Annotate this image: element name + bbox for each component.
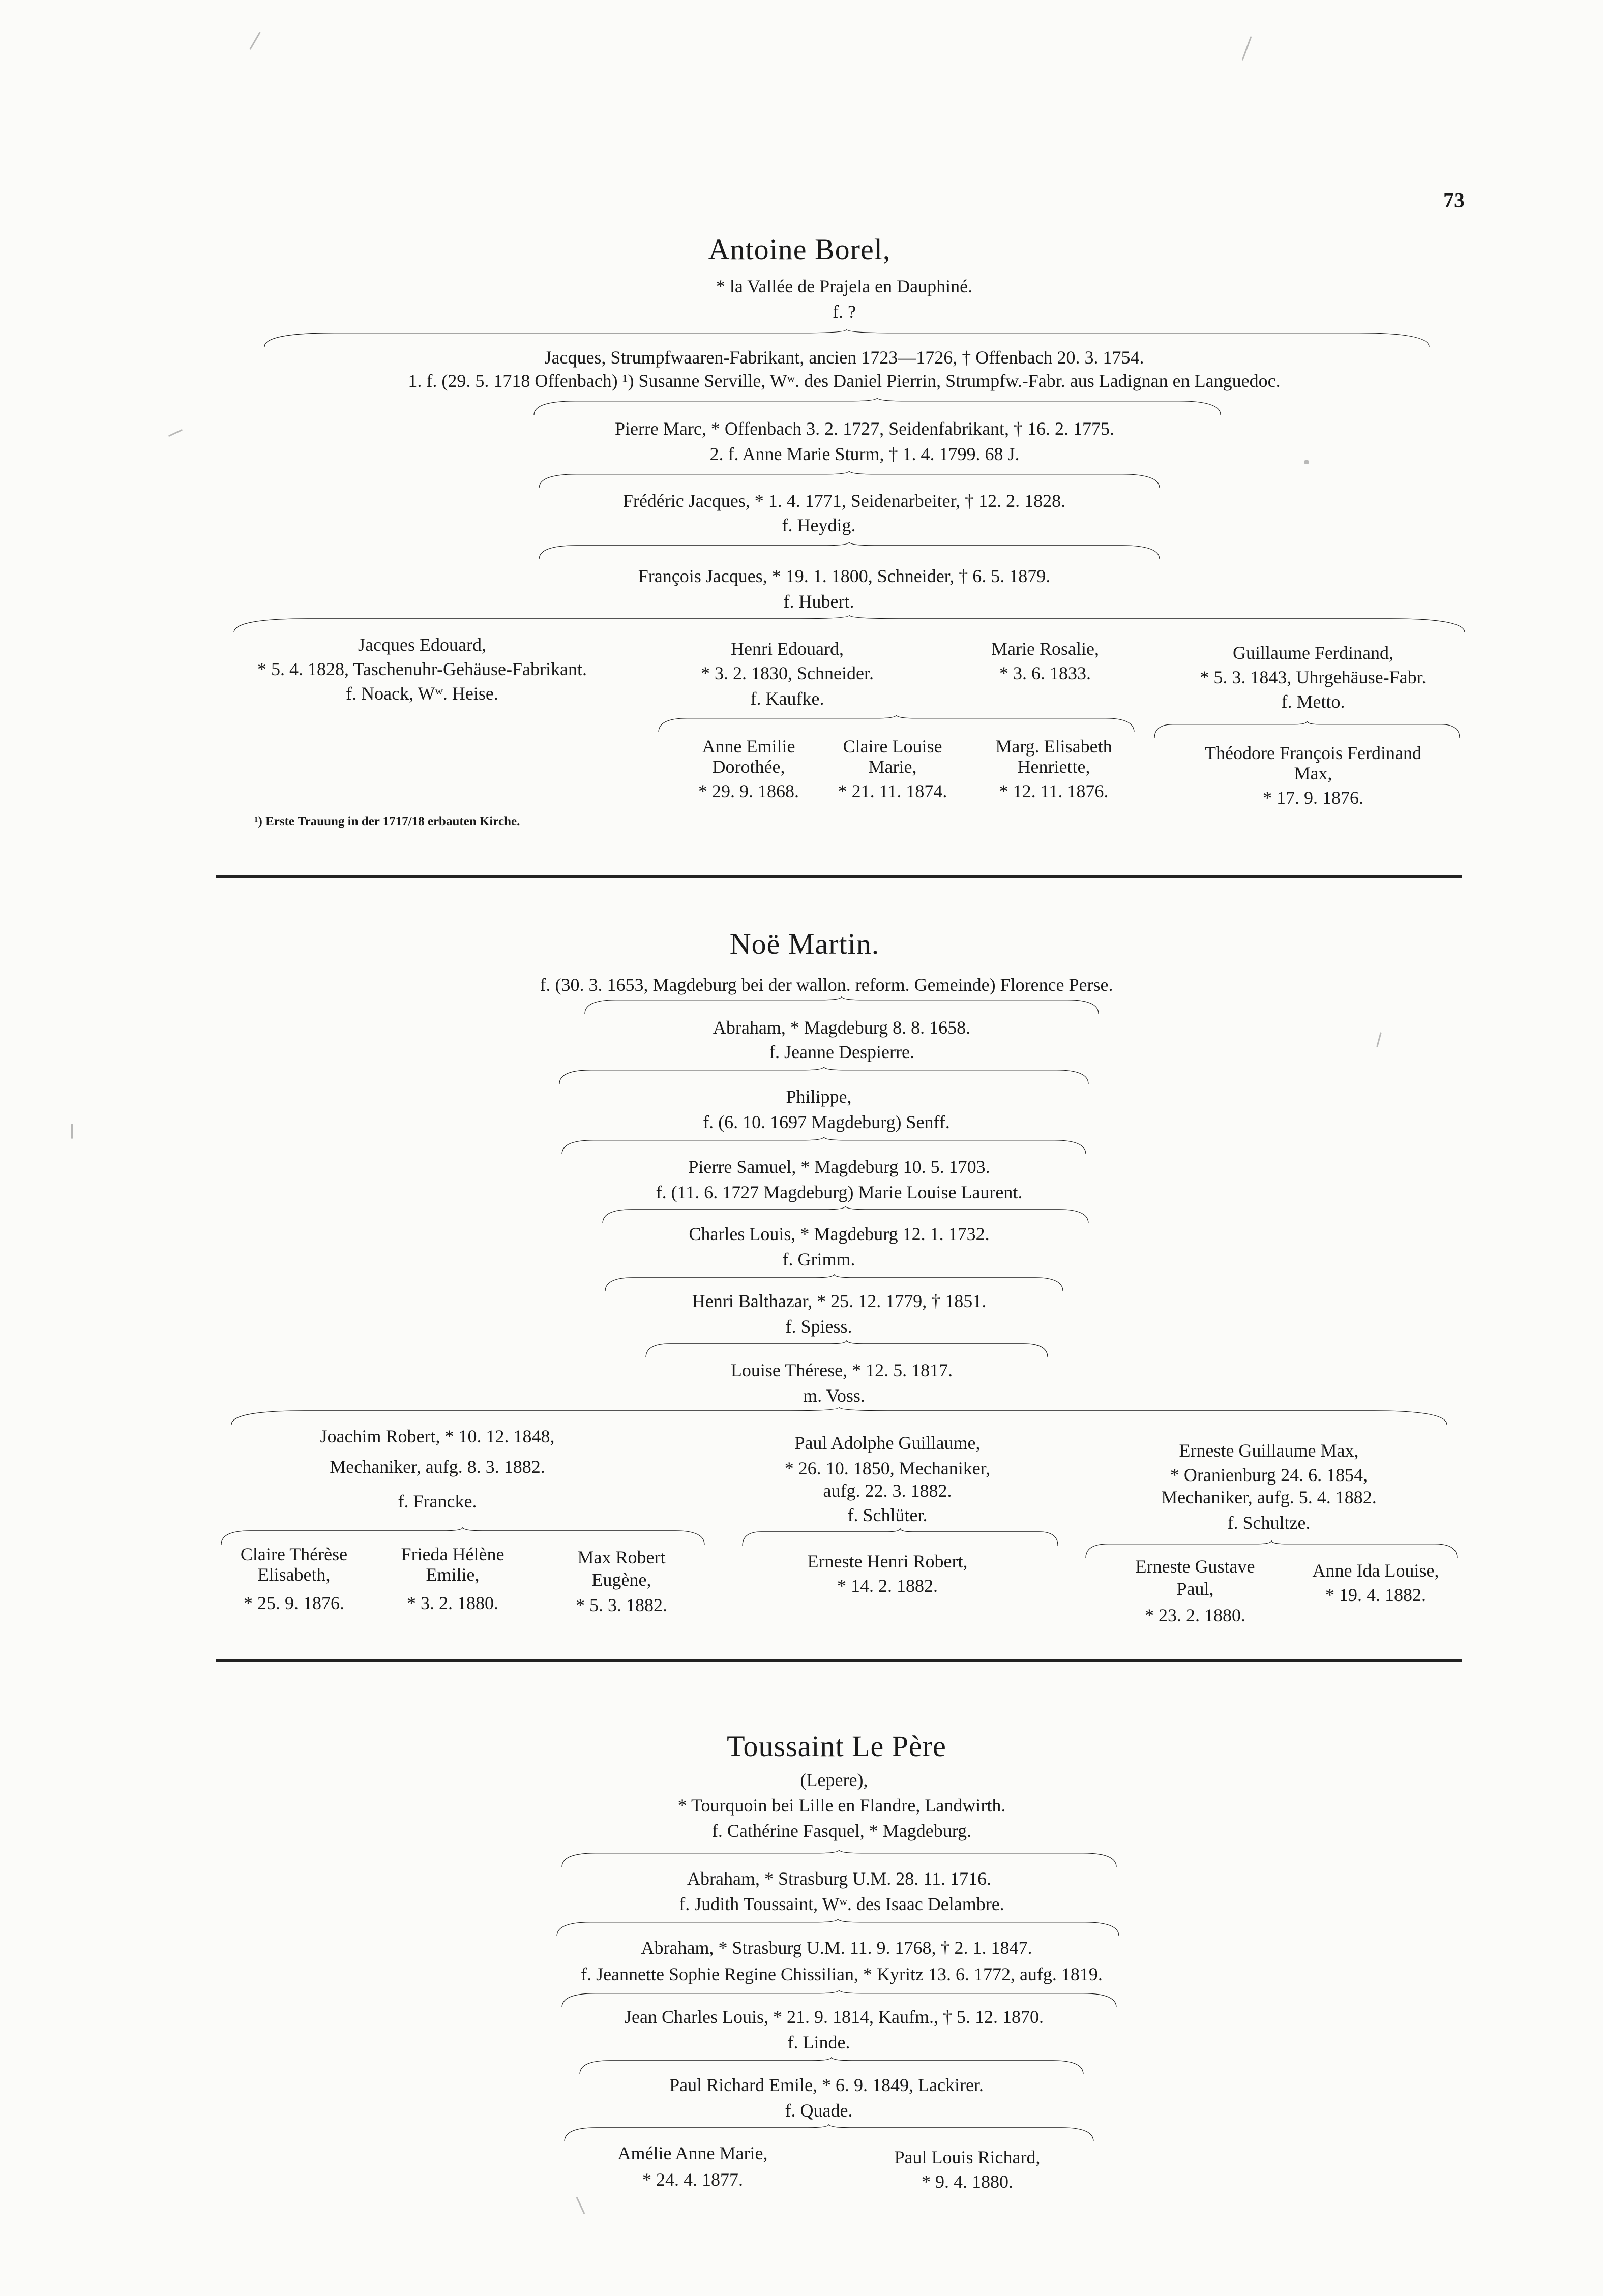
lepere-spouse: f. Cathérine Fasquel, * Magdeburg. xyxy=(711,1821,972,1841)
grandchild-name: Max Robert xyxy=(577,1547,666,1567)
martin-gen4-line2: f. Grimm. xyxy=(782,1249,855,1270)
scan-mark xyxy=(1304,460,1309,464)
scan-mark xyxy=(1242,36,1252,61)
child-birth: * 24. 4. 1877. xyxy=(642,2169,743,2190)
grandchild-name-cont: Elisabeth, xyxy=(257,1564,331,1585)
grandchild-birth: * 29. 9. 1868. xyxy=(698,781,799,801)
child-detail: Mechaniker, aufg. 5. 4. 1882. xyxy=(1161,1487,1377,1507)
brace xyxy=(562,1850,1116,1867)
borel-gen4-line1: François Jacques, * 19. 1. 1800, Schneider, † 6. 5. 1879. xyxy=(638,566,1051,586)
child-spouse: f. Noack, Wʷ. Heise. xyxy=(346,683,498,704)
martin-spouse: f. (30. 3. 1653, Magdeburg bei der wallon. reform. Gemeinde) Florence Perse. xyxy=(540,975,1113,995)
borel-gen1-line2: 1. f. (29. 5. 1718 Offenbach) ¹) Susanne Serville, Wʷ. des Daniel Pierrin, Strumpfw.-Fabr. aus Ladignan en Languedoc. xyxy=(408,371,1281,391)
page-number: 73 xyxy=(1443,189,1465,213)
lepere-alias: (Lepere), xyxy=(800,1770,868,1790)
section-divider xyxy=(216,1659,1462,1662)
child-name: Jacques Edouard, xyxy=(358,635,486,655)
child-spouse: f. Francke. xyxy=(398,1491,477,1512)
borel-origin: * la Vallée de Prajela en Dauphiné. xyxy=(716,276,973,296)
lepere-origin: * Tourquoin bei Lille en Flandre, Landwirth. xyxy=(677,1795,1006,1816)
grandchild-name: Anne Emilie xyxy=(702,736,795,757)
brace xyxy=(580,2057,1083,2074)
grandchild-name: Frieda Hélène xyxy=(401,1544,504,1564)
lepere-gen2-line2: f. Jeannette Sophie Regine Chissilian, * Kyritz 13. 6. 1772, aufg. 1819. xyxy=(581,1964,1103,1984)
martin-gen1-line2: f. Jeanne Despierre. xyxy=(769,1042,914,1062)
grandchild-birth: * 21. 11. 1874. xyxy=(838,781,947,801)
child-detail: * 3. 6. 1833. xyxy=(999,663,1091,683)
brace xyxy=(605,1274,1063,1291)
martin-gen1-line1: Abraham, * Magdeburg 8. 8. 1658. xyxy=(713,1017,971,1038)
brace xyxy=(562,1990,1116,2007)
martin-gen5-line1: Henri Balthazar, * 25. 12. 1779, † 1851. xyxy=(692,1291,987,1311)
footnote: ¹) Erste Trauung in der 1717/18 erbauten Kirche. xyxy=(254,814,520,828)
grandchild-birth: * 19. 4. 1882. xyxy=(1325,1585,1426,1605)
brace xyxy=(534,398,1221,415)
brace xyxy=(603,1206,1088,1223)
borel-gen1-line1: Jacques, Strumpfwaaren-Fabrikant, ancien 1723—1726, † Offenbach 20. 3. 1754. xyxy=(544,347,1144,368)
brace xyxy=(264,329,1429,347)
borel-gen3-line1: Frédéric Jacques, * 1. 4. 1771, Seidenarbeiter, † 12. 2. 1828. xyxy=(622,491,1066,511)
grandchild-name-cont: Paul, xyxy=(1176,1579,1214,1599)
borel-gen2-line1: Pierre Marc, * Offenbach 3. 2. 1727, Seidenfabrikant, † 16. 2. 1775. xyxy=(614,418,1115,439)
lepere-title: Toussaint Le Père xyxy=(727,1730,946,1763)
borel-gen3-line2: f. Heydig. xyxy=(782,515,856,535)
brace xyxy=(1154,721,1460,738)
grandchild-birth: * 25. 9. 1876. xyxy=(244,1593,344,1613)
lepere-gen1-line1: Abraham, * Strasburg U.M. 28. 11. 1716. xyxy=(687,1868,991,1889)
child-name: Guillaume Ferdinand, xyxy=(1233,643,1393,663)
brace xyxy=(646,1340,1048,1357)
child-detail: * 5. 3. 1843, Uhrgehäuse-Fabr. xyxy=(1200,667,1427,687)
child-name: Paul Adolphe Guillaume, xyxy=(794,1433,981,1453)
brace xyxy=(539,542,1160,559)
grandchild-name-cont: Dorothée, xyxy=(712,757,785,777)
lepere-gen1-line2: f. Judith Toussaint, Wʷ. des Isaac Delambre. xyxy=(679,1894,1004,1914)
brace xyxy=(539,471,1160,488)
child-detail: * 3. 2. 1830, Schneider. xyxy=(701,663,874,683)
grandchild-name-cont: Henriette, xyxy=(1017,757,1090,777)
brace xyxy=(565,2124,1093,2141)
child-spouse: f. Metto. xyxy=(1281,691,1345,712)
lepere-gen2-line1: Abraham, * Strasburg U.M. 11. 9. 1768, † 2. 1. 1847. xyxy=(641,1938,1032,1958)
lepere-gen3-line2: f. Linde. xyxy=(787,2032,850,2052)
grandchild-birth: * 12. 11. 1876. xyxy=(999,781,1109,801)
brace xyxy=(231,1407,1447,1425)
brace xyxy=(659,715,1134,732)
child-detail: * 5. 4. 1828, Taschenuhr-Gehäuse-Fabrikant. xyxy=(257,659,587,679)
child-detail: Mechaniker, aufg. 8. 3. 1882. xyxy=(330,1457,545,1477)
grandchild-name: Théodore François Ferdinand xyxy=(1205,743,1421,763)
brace xyxy=(221,1527,704,1545)
scan-mark xyxy=(168,429,183,437)
child-name: Paul Louis Richard, xyxy=(894,2147,1041,2167)
grandchild-name: Claire Louise xyxy=(843,736,942,757)
martin-gen4-line1: Charles Louis, * Magdeburg 12. 1. 1732. xyxy=(689,1224,990,1244)
child-name: Amélie Anne Marie, xyxy=(617,2143,768,2163)
brace xyxy=(585,996,1099,1014)
grandchild-name: Anne Ida Louise, xyxy=(1312,1560,1439,1581)
martin-gen6-line1: Louise Thérese, * 12. 5. 1817. xyxy=(730,1360,953,1380)
brace xyxy=(743,1528,1058,1546)
borel-title: Antoine Borel, xyxy=(708,233,891,266)
grandchild-name: Marg. Elisabeth xyxy=(995,736,1112,757)
child-spouse: f. Schultze. xyxy=(1227,1513,1311,1533)
grandchild-name: Erneste Henri Robert, xyxy=(807,1551,968,1572)
lepere-gen3-line1: Jean Charles Louis, * 21. 9. 1814, Kaufm., † 5. 12. 1870. xyxy=(625,2007,1044,2027)
grandchild-birth: * 3. 2. 1880. xyxy=(407,1593,498,1613)
borel-gen2-line2: 2. f. Anne Marie Sturm, † 1. 4. 1799. 68 J. xyxy=(709,444,1020,464)
martin-gen5-line2: f. Spiess. xyxy=(785,1316,852,1337)
child-name: Henri Edouard, xyxy=(731,639,844,659)
grandchild-name: Claire Thérèse xyxy=(240,1544,348,1564)
child-spouse: f. Kaufke. xyxy=(750,688,824,709)
brace xyxy=(234,615,1465,632)
martin-gen2-line2: f. (6. 10. 1697 Magdeburg) Senff. xyxy=(703,1112,950,1132)
scan-mark xyxy=(576,2197,585,2214)
grandchild-name-cont: Emilie, xyxy=(426,1564,480,1585)
lepere-gen4-line2: f. Quade. xyxy=(785,2100,853,2121)
martin-gen2-line1: Philippe, xyxy=(786,1086,852,1107)
scan-mark xyxy=(249,32,261,50)
martin-gen6-line2: m. Voss. xyxy=(803,1385,865,1406)
child-name: Erneste Guillaume Max, xyxy=(1179,1440,1359,1461)
grandchild-name-cont: Marie, xyxy=(868,757,917,777)
child-detail: * Oranienburg 24. 6. 1854, xyxy=(1170,1465,1368,1485)
grandchild-name-cont: Max, xyxy=(1294,763,1332,783)
martin-gen3-line1: Pierre Samuel, * Magdeburg 10. 5. 1703. xyxy=(688,1157,990,1177)
child-name: Joachim Robert, * 10. 12. 1848, xyxy=(320,1426,555,1446)
martin-title: Noë Martin. xyxy=(729,927,880,960)
grandchild-name: Erneste Gustave xyxy=(1135,1556,1255,1577)
grandchild-birth: * 17. 9. 1876. xyxy=(1263,788,1363,808)
scan-mark xyxy=(1376,1032,1382,1047)
brace xyxy=(559,1067,1088,1084)
child-birth: * 9. 4. 1880. xyxy=(922,2171,1013,2192)
child-name: Marie Rosalie, xyxy=(991,639,1099,659)
brace xyxy=(562,1137,1086,1154)
child-spouse: f. Schlüter. xyxy=(847,1505,928,1525)
section-divider xyxy=(216,875,1462,878)
grandchild-birth: * 23. 2. 1880. xyxy=(1145,1605,1245,1625)
child-detail: * 26. 10. 1850, Mechaniker, xyxy=(784,1458,991,1478)
grandchild-birth: * 5. 3. 1882. xyxy=(576,1595,667,1615)
martin-gen3-line2: f. (11. 6. 1727 Magdeburg) Marie Louise Laurent. xyxy=(656,1182,1023,1202)
grandchild-name-cont: Eugène, xyxy=(591,1569,651,1590)
borel-spouse: f. ? xyxy=(833,301,856,322)
child-detail: aufg. 22. 3. 1882. xyxy=(823,1481,952,1501)
scan-mark xyxy=(71,1124,73,1139)
brace xyxy=(557,1919,1119,1936)
lepere-gen4-line1: Paul Richard Emile, * 6. 9. 1849, Lackirer. xyxy=(669,2075,984,2095)
grandchild-birth: * 14. 2. 1882. xyxy=(837,1576,938,1596)
borel-gen4-line2: f. Hubert. xyxy=(783,591,854,612)
